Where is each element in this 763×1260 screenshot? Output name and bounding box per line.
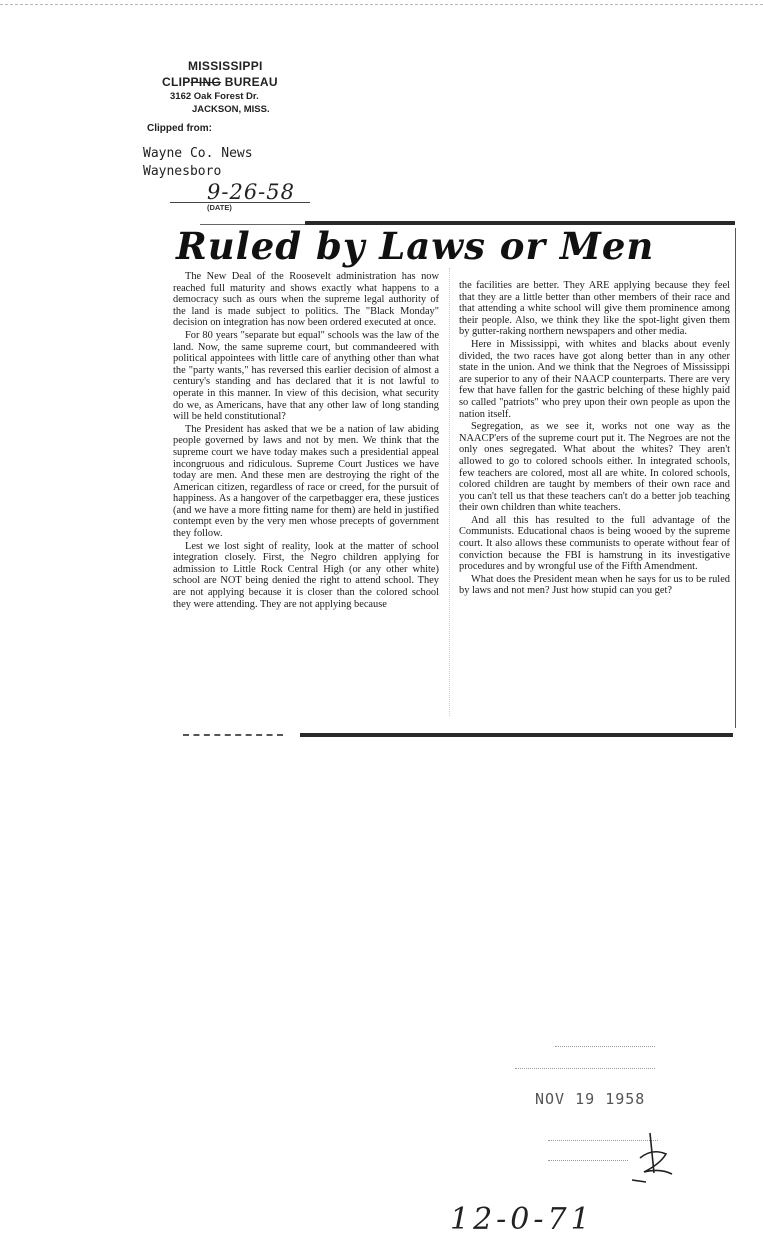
article-column-left	[173, 271, 439, 610]
agency-name	[162, 74, 362, 90]
agency-name-part: CLIP	[162, 75, 191, 89]
column-divider	[449, 268, 450, 716]
paper-town: Waynesboro	[143, 164, 222, 179]
paper-title: Wayne Co. News	[143, 146, 253, 161]
source-paper	[143, 145, 253, 181]
bottom-dashed-rule	[183, 734, 283, 736]
stamp-dots	[555, 1046, 655, 1047]
agency-address: 3162 Oak Forest Dr.	[170, 91, 259, 102]
received-date-stamp: NOV 19 1958	[535, 1090, 646, 1108]
paragraph: For 80 years "separate but equal" schools was the law of the land. Now, the same supreme court, but commandeered with political appointees with little care of anything other than what the "party wants," has reversed this earlier decision of almost a century's standing and has declared that it is not lawful to operate in this manner. In view of this decision, what security do we, as Americans, have that any other law of long standing will be held constitutional?	[173, 329, 439, 423]
agency-state: MISSISSIPPI	[188, 59, 263, 73]
paragraph: The New Deal of the Roosevelt administration has now reached full maturity and shows exactly what happens to a democracy such as ours when the supreme legal authority of the land is made subject to politics. The "Black Monday" decision on integration has now been ordered executed at once.	[173, 271, 439, 329]
agency-name-struck: PING	[190, 75, 222, 89]
stamp-dots	[548, 1160, 628, 1161]
date-label: (DATE)	[207, 203, 232, 212]
page-top-border	[0, 4, 763, 5]
paragraph: Lest we lost sight of reality, look at the matter of school integration closely. First, the Negro children applying for admission to Little Rock Central High (or any other white) school are NOT being denied the right to attend school. They are not applying because it is closer than the colored school they were attending. They are not applying because	[173, 540, 439, 610]
paragraph: And all this has resulted to the full advantage of the Communists. Educational chaos is being wooed by the supreme court. It also allows these communists to operate without fear of conviction because the FBI is hamstrung in its investigative procedures and by wrongful use of the Fifth Amendment.	[459, 514, 730, 573]
paragraph: Segregation, as we see it, works not one way as the NAACP'ers of the supreme court put it. The Negroes are not the only ones segregated. What about the whites? They aren't allowed to go to colored schools either. In integrated schools, few teachers are colored, most all are white. In colored schools, colored children are taught by members of their own race and you can't tell us that these teachers can't do a better job teaching their own children than white teachers.	[459, 421, 730, 514]
initials-signature	[620, 1128, 680, 1188]
paragraph: the facilities are better. They ARE applying because they feel that they are a little better than other members of their race and that attending a white school will give them prominence among their people. Also, we think they like the spot-light given them by gutter-raking northern newspapers and other media.	[459, 280, 730, 338]
stamp-dots	[515, 1068, 655, 1069]
agency-city: JACKSON, MISS.	[192, 104, 270, 115]
article-headline: Ruled by Laws or Men	[176, 224, 655, 268]
paragraph: The President has asked that we be a nation of law abiding people governed by laws and not by men. We think that the supreme court we have today makes such a presidential appeal incongruous and ridiculous. Supreme Court Justices we have today are men. And these men are destroying the right of the American citizen, regardless of race or creed, for the pursuit of happiness. As a hangover of the carpetbagger era, these justices (and we have a more fitting name for them) are held in justified contempt even by the very men whose precepts of government they follow.	[173, 423, 439, 540]
handwritten-date: 9-26-58	[207, 180, 295, 204]
clipped-from-label: Clipped from:	[147, 123, 212, 134]
clipping-bureau-stamp	[162, 58, 362, 116]
handwritten-file-number: 12-0-71	[450, 1202, 594, 1237]
clipping-right-edge	[735, 228, 736, 728]
agency-name-part: BUREAU	[221, 75, 278, 89]
date-underline	[170, 202, 310, 203]
paragraph: Here in Mississippi, with whites and blacks about evenly divided, the two races have got along better than in any other state in the union. And we think that the Negroes of Mississippi are superior to any of their NAACP counterparts. There are very few that have fallen for the gastric belching of these highly paid so called "patriots" who prey upon their own people as upon the nation itself.	[459, 338, 730, 420]
bottom-rule	[300, 733, 733, 737]
article-column-right	[459, 280, 730, 597]
paragraph: What does the President mean when he says for us to be ruled by laws and not men? Just how stupid can you get?	[459, 573, 730, 597]
